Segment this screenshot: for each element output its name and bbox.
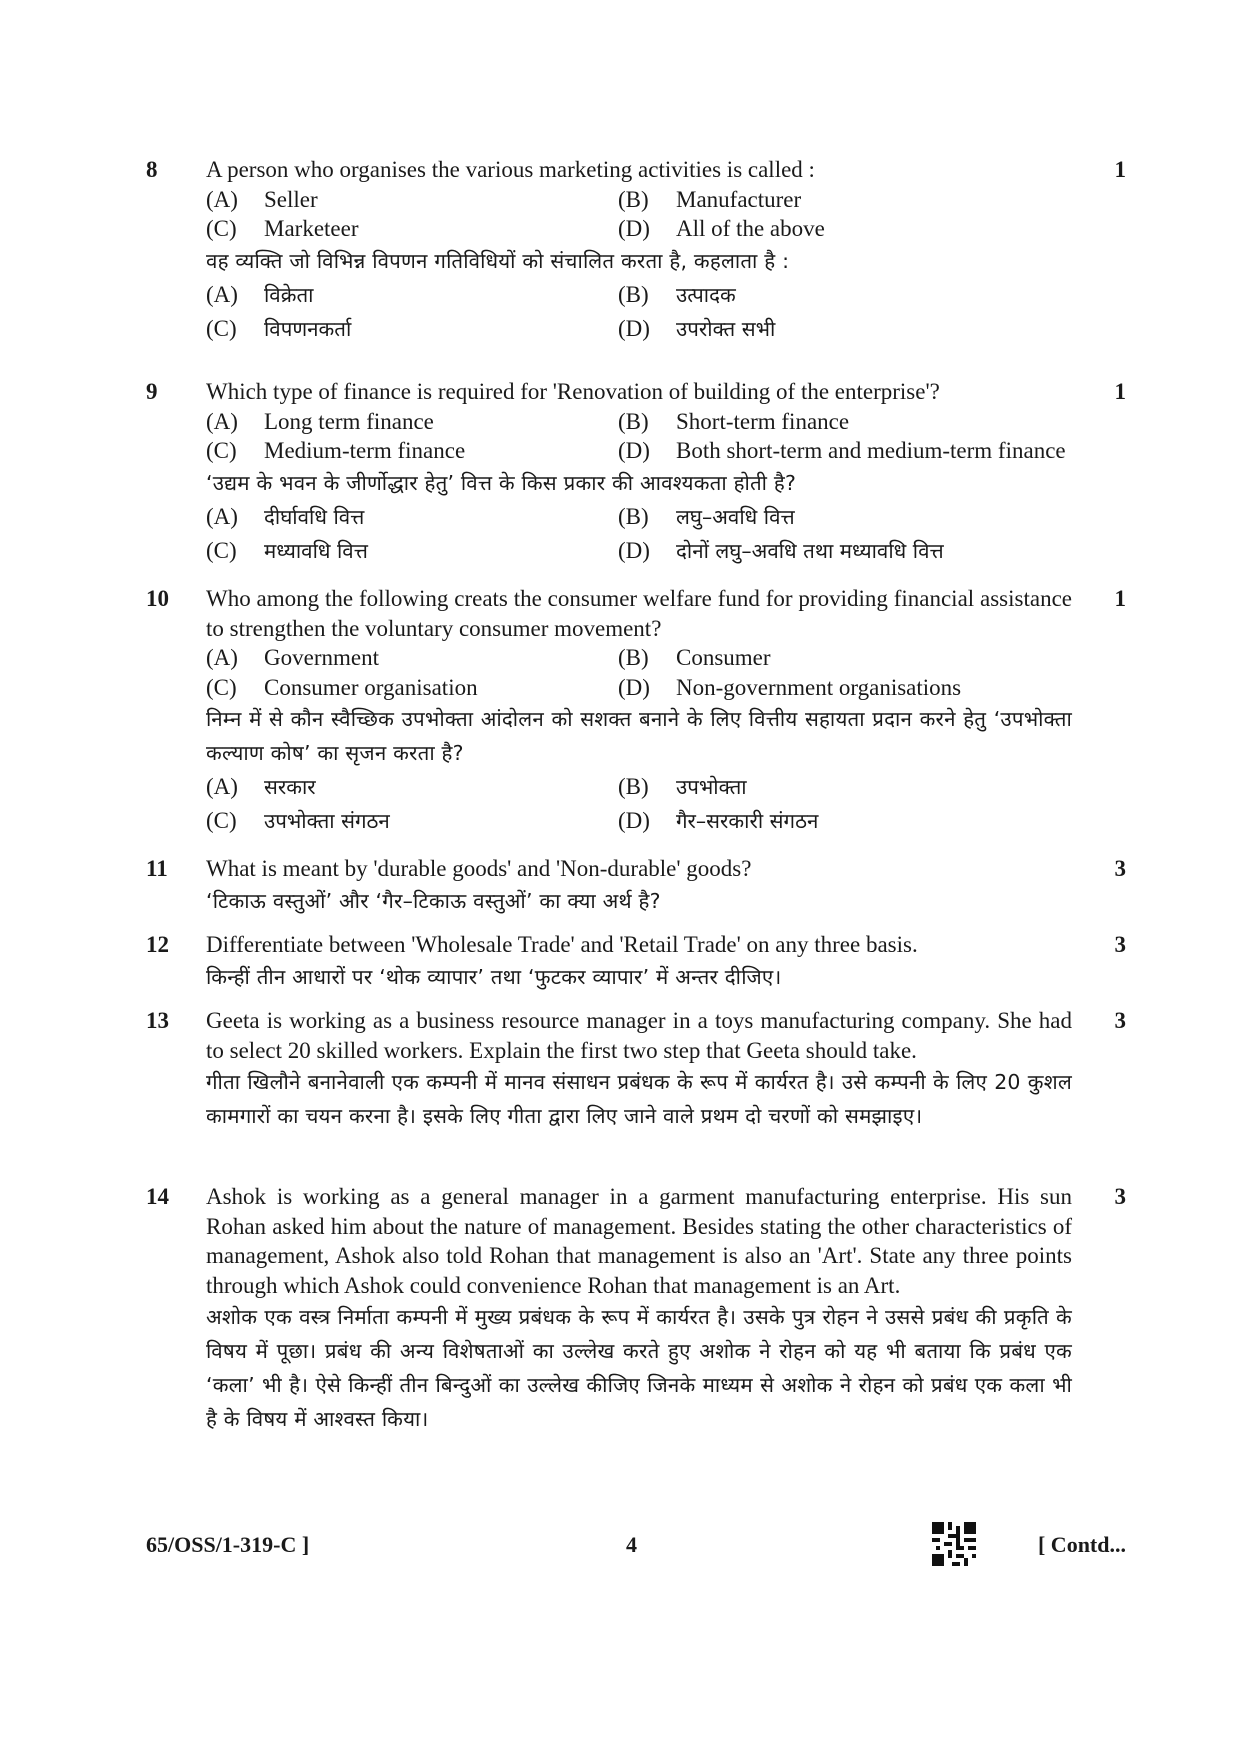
qr-code-icon [932, 1522, 976, 1566]
question-number: 14 [146, 1184, 169, 1209]
question-text-hi: ‘टिकाऊ वस्तुओं’ और ‘गैर–टिकाऊ वस्तुओं’ का क्या अर्थ है? [206, 888, 661, 913]
question-9 [146, 377, 1126, 568]
question-text-hi: अशोक एक वस्त्र निर्माता कम्पनी में मुख्य प्रबंधक के रूप में कार्यरत है। उसके पुत्र रोहन ने उससे प्रबंध की प्रकृति के विषय में पूछा। प्रबंध की अन्य विशेषताओं का उल्लेख करते हुए अशोक ने रोहन को यह भी बताया कि प्रबंध एक ‘कला’ भी है। ऐसे किन्हीं तीन बिन्दुओं का उल्लेख कीजिए जिनके माध्यम से अशोक ने रोहन को प्रबंध एक कला भी है के विषय में आश्वस्त किया। [206, 1305, 1072, 1431]
question-marks: 3 [1114, 856, 1126, 881]
question-text-hi: ‘उद्यम के भवन के जीर्णोद्धार हेतु’ वित्त के किस प्रकार की आवश्यकता होती है? [206, 470, 797, 495]
option-b: (B) Short-term finance [618, 408, 850, 434]
page-number: 4 [626, 1532, 637, 1557]
option-a-hi: (A) दीर्घावधि वित्त [206, 503, 365, 529]
option-c: (C) Medium-term finance [206, 438, 466, 463]
option-d-hi: (D) दोनों लघु–अवधि तथा मध्यावधि वित्त [618, 537, 944, 563]
option-c: (C) Marketeer [206, 216, 359, 241]
question-marks: 3 [1114, 1008, 1126, 1033]
option-b: (B) Manufacturer [618, 186, 802, 212]
question-number: 11 [146, 856, 168, 881]
continued-label: [ Contd... [1037, 1532, 1126, 1557]
question-text-en: Differentiate between 'Wholesale Trade' and 'Retail Trade' on any three basis. [206, 932, 918, 957]
options-hi [206, 500, 1072, 568]
question-marks: 3 [1114, 1184, 1126, 1209]
question-text-en: Ashok is working as a general manager in a garment manufacturing enterprise. His sun Rohan asked him about the nature of management. Besides stating the other characteristics of management, Ashok also told Rohan that management is also an 'Art'. State any three points through which Ashok could convenience Rohan that management is an Art. [206, 1184, 1072, 1298]
option-c: (C) Consumer organisation [206, 674, 478, 700]
option-d-hi: (D) उपरोक्त सभी [618, 315, 776, 341]
option-b: (B) Consumer [618, 645, 771, 670]
question-10 [146, 584, 1126, 838]
option-a-hi: (A) सरकार [206, 774, 316, 799]
question-number: 12 [146, 932, 169, 957]
option-c-hi: (C) उपभोक्ता संगठन [206, 808, 390, 833]
options-en [206, 185, 1072, 244]
option-b-hi: (B) लघु–अवधि वित्त [618, 503, 795, 529]
question-number: 10 [146, 586, 169, 611]
question-12 [146, 930, 1126, 994]
question-8 [146, 155, 1126, 346]
options-en [206, 643, 1072, 702]
question-marks: 3 [1114, 932, 1126, 957]
option-d: (D) All of the above [618, 216, 825, 241]
question-text-en: Who among the following creats the consumer welfare fund for providing financial assistance to strengthen the voluntary consumer movement? [206, 586, 1072, 641]
question-13 [146, 1006, 1126, 1133]
question-text-en: What is meant by 'durable goods' and 'Non-durable' goods? [206, 856, 752, 881]
option-c-hi: (C) विपणनकर्ता [206, 315, 352, 341]
question-marks: 1 [1114, 586, 1126, 611]
option-c-hi: (C) मध्यावधि वित्त [206, 537, 368, 563]
question-text-en: Geeta is working as a business resource manager in a toys manufacturing company. She had to select 20 skilled workers. Explain the first two step that Geeta should take. [206, 1008, 1072, 1063]
options-en [206, 407, 1072, 466]
option-a: (A) Long term finance [206, 408, 434, 434]
question-text-hi: निम्न में से कौन स्वैच्छिक उपभोक्ता आंदोलन को सशक्त बनाने के लिए वित्तीय सहायता प्रदान करने हेतु ‘उपभोक्ता कल्याण कोष’ का सृजन करता है? [206, 707, 1072, 765]
question-text-en: Which type of finance is required for 'Renovation of building of the enterprise'? [206, 379, 940, 404]
question-text-hi: किन्हीं तीन आधारों पर ‘थोक व्यापार’ तथा ‘फुटकर व्यापार’ में अन्तर दीजिए। [206, 964, 782, 989]
question-text-en: A person who organises the various marketing activities is called : [206, 157, 815, 182]
question-marks: 1 [1114, 379, 1126, 404]
question-number: 13 [146, 1008, 169, 1033]
options-hi [206, 278, 1072, 346]
question-number: 8 [146, 157, 158, 182]
question-14 [146, 1182, 1126, 1436]
option-b-hi: (B) उत्पादक [618, 281, 736, 307]
option-a: (A) Government [206, 645, 379, 670]
question-number: 9 [146, 379, 158, 404]
option-d-hi: (D) गैर–सरकारी संगठन [618, 808, 819, 833]
paper-code: 65/OSS/1-319-C ] [146, 1532, 310, 1557]
question-marks: 1 [1114, 157, 1126, 182]
question-11 [146, 854, 1126, 918]
page-footer [146, 1532, 1126, 1572]
question-text-hi: वह व्यक्ति जो विभिन्न विपणन गतिविधियों को संचालित करता है, कहलाता है : [206, 248, 790, 273]
option-d: (D) Both short-term and medium-term finance [618, 438, 1066, 463]
question-text-hi: गीता खिलौने बनानेवाली एक कम्पनी में मानव संसाधन प्रबंधक के रूप में कार्यरत है। उसे कम्पनी के लिए 20 कुशल कामगारों का चयन करना है। इसके लिए गीता द्वारा लिए जाने वाले प्रथम दो चरणों को समझाइए। [206, 1070, 1072, 1128]
option-d: (D) Non-government organisations [618, 674, 962, 700]
option-a-hi: (A) विक्रेता [206, 281, 314, 307]
option-a: (A) Seller [206, 186, 318, 212]
options-hi [206, 770, 1072, 838]
option-b-hi: (B) उपभोक्ता [618, 774, 747, 799]
